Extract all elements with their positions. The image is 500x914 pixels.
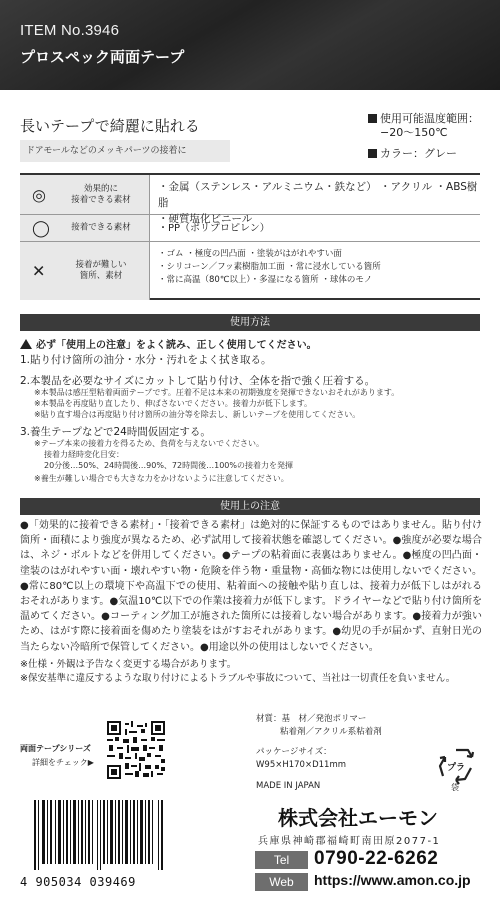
company-address: 兵庫県神崎郡福崎町南田原2077-1 [258,836,441,847]
caution-extra: ※保安基準に違反するような取り付けによるトラブルや事故について、当社は一切責任を負いません。 [20,673,456,684]
usage-section-title: 使用方法 [20,314,480,331]
usage-note: 20分後…50%、24時間後…90%、72時間後…100%の接着力を発揮 [44,461,293,470]
product-title: プロスペック両面テープ [20,48,185,66]
square-bullet-icon [368,114,377,123]
barcode-icon [34,800,164,870]
compat-row [20,242,480,300]
package-size: W95×H170×D11mm [256,760,347,770]
compat-content: ・金属（ステンレス・アルミニウム・鉄など） ・アクリル ・ABS樹脂 ・硬質塩化ビニール [158,181,478,225]
web-label: Web [255,873,308,891]
item-number: ITEM No.3946 [20,22,120,39]
color-spec: カラー：グレー [368,147,457,161]
square-bullet-icon [368,149,377,158]
usage-note: ※本製品は感圧型粘着両面テープです。圧着不足は本来の初期強度を発揮できないおそれがあります。 [34,388,400,397]
cross-icon: ✕ [32,261,46,281]
compat-label: 接着が難しい 箇所、素材 [75,260,127,281]
compat-content: ・ゴム ・極度の凹凸面 ・塗装がはがれやすい面 ・シリコーン／フッ素樹脂加工面 ・常に浸水している箇所 ・常に高温（80℃以上）・多湿になる箇所 ・球体のモノ [158,249,381,285]
series-label: 両面テープシリーズ [20,744,91,753]
recycle-label: 袋 [451,783,459,792]
usage-note: ※養生が難しい場合でも大きな力をかけないように注意してください。 [34,474,289,483]
compat-content: ・PP（ポリプロピレン） [158,223,270,234]
compat-label: 効果的に 接着できる素材 [71,183,131,205]
usage-step-3: 3.養生テープなどで24時間仮固定する。 [20,426,211,438]
compat-row [20,175,480,225]
detail-link[interactable]: 詳細をチェック▶ [32,758,94,767]
header-banner [0,0,500,90]
material-base: 材質：基 材／発泡ポリマー [256,714,367,724]
usage-step-1: 1.貼り付け箇所の油分・水分・汚れをよく拭き取る。 [20,354,272,366]
made-in: MADE IN JAPAN [256,781,321,791]
recycle-mark-text: プラ [446,763,466,773]
material-adhesive: 粘着剤／アクリル系粘着剤 [280,727,382,737]
tel-number[interactable]: 0790-22-6262 [314,848,439,869]
usage-note: ※貼り直す場合は再度貼り付け箇所の油分等を除去し、新しいテープを使用してください。 [34,410,361,419]
lead-subtitle: ドアモールなどのメッキパーツの接着に [20,140,230,162]
compat-table [20,173,480,300]
double-circle-icon: ◎ [32,185,46,204]
qr-code-icon[interactable] [107,720,165,780]
tel-label: Tel [255,851,308,869]
usage-note: ※テープ本来の接着力を得るため、負荷を与えないでください。 [34,439,264,448]
company-name: 株式会社エーモン [278,806,438,830]
compat-row [20,215,480,242]
usage-step-2: 2.本製品を必要なサイズにカットして貼り付け、全体を指で強く圧着する。 [20,375,376,387]
caution-body: ●「効果的に接着できる素材」・「接着できる素材」は絶対的に保証するものではありません。貼り付け箇所・面積により強度が異なるため、必ず試用して接着状態を確認してください。●強度が必要な場合は、ネジ・ボルトなどを併用してください。●テープの粘着面に表裏はありません。●極度の凹凸面・塗装のはがれやすい面・壊れやすい物・危険を伴う物・重量物・高価な物には使用しないでください。●常に80℃以上の環境下や高温下での使用、粘着面への接触や貼り直しは、接着力が低下しはがれるおそれがあります。●気温10℃以下での作業は接着力が低下します。ドライヤーなどで貼り付け箇所を温めてください。●コーティング加工が施された箇所には接着しない場合があります。●接着力が強いため、はがす際に接着面を傷めたり塗装をはがすおそれがあります。●幼児の手が届かず、直射日光の当たらない冷暗所で保管してください。●用途以外の使用はしないでください。 [20,520,482,653]
usage-warning: 必ず「使用上の注意」をよく読み、正しく使用してください。 [20,336,317,351]
barcode-digits: 4 905034 039469 [20,875,136,889]
headline: 長いテープで綺麗に貼れる [20,117,200,135]
caution-extra: ※仕様・外観は予告なく変更する場合があります。 [20,659,237,670]
web-link[interactable]: https://www.amon.co.jp [314,872,471,888]
usage-note: ※本製品を再度貼り直したり、伸ばさないでください。接着力が低下します。 [34,399,313,408]
circle-icon: ◯ [32,218,50,238]
temp-value: −20～150℃ [380,126,448,139]
caution-section-title: 使用上の注意 [20,498,480,515]
package-size-label: パッケージサイズ： [256,747,332,757]
compat-label: 接着できる素材 [71,222,131,233]
usage-note: 接着力経時変化目安： [44,450,124,459]
temp-label: 使用可能温度範囲： [368,112,479,126]
warning-triangle-icon [20,339,32,349]
